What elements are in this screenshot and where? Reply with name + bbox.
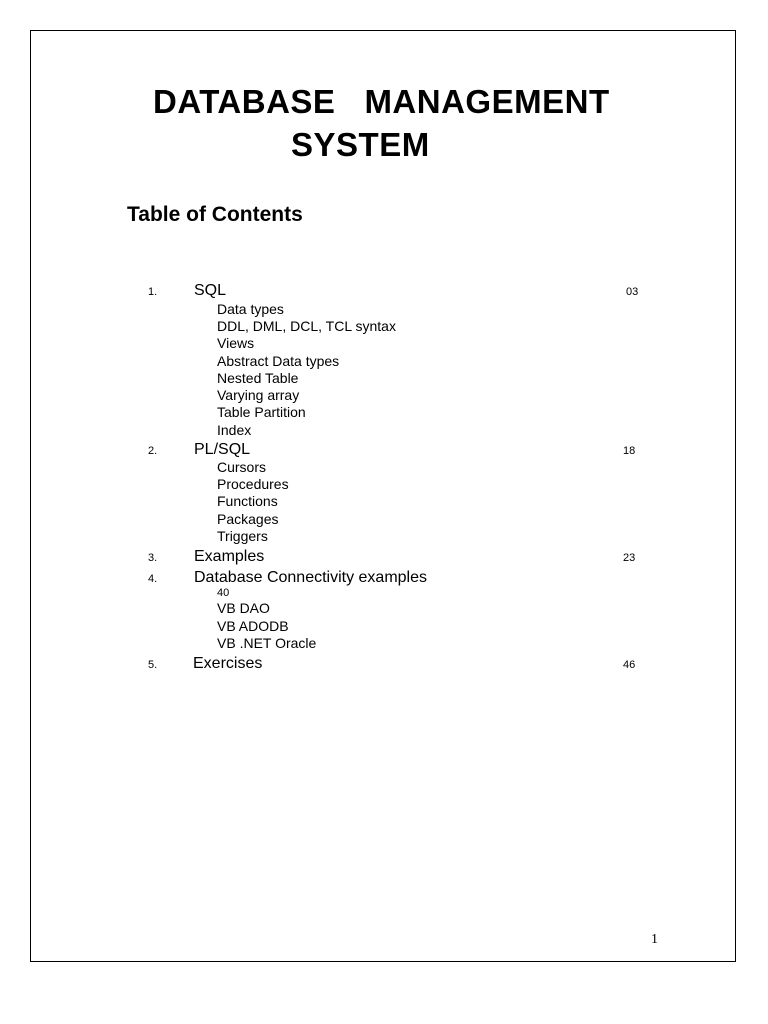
toc-entry-label: Examples (194, 548, 265, 565)
toc-subitem: Index (217, 422, 252, 438)
toc-entry-page: 40 (217, 587, 230, 599)
toc-subitem: Triggers (217, 528, 268, 544)
toc-subitem: Views (217, 335, 255, 351)
toc-entry-label: SQL (194, 282, 227, 299)
toc-entry-database-connectivity (0, 568, 768, 590)
toc-subitem: Nested Table (217, 370, 299, 386)
toc-subitem: Packages (217, 511, 279, 527)
page-number: 1 (651, 932, 658, 947)
toc-heading: Table of Contents (127, 203, 303, 226)
toc-subitem: Table Partition (217, 404, 306, 420)
toc-subitem: Abstract Data types (217, 353, 340, 369)
toc-entry-number: 1. (148, 286, 158, 298)
toc-entry-examples (0, 547, 768, 569)
page-border (30, 30, 736, 962)
toc-entry-label: PL/SQL (194, 441, 251, 458)
document-title-line-2: SYSTEM (291, 126, 430, 163)
toc-subitem: Procedures (217, 476, 289, 492)
toc-entry-page: 03 (626, 286, 639, 298)
toc-subitem: Data types (217, 301, 284, 317)
toc-subitem: VB DAO (217, 600, 270, 616)
toc-subitem: Functions (217, 493, 278, 509)
toc-subitem: DDL, DML, DCL, TCL syntax (217, 318, 396, 334)
toc-entry-label: Database Connectivity examples (194, 569, 428, 586)
toc-entry-page: 23 (623, 552, 636, 564)
toc-subitem: VB ADODB (217, 618, 289, 634)
toc-subitem: VB .NET Oracle (217, 635, 317, 651)
toc-entry-plsql (0, 440, 768, 462)
toc-entry-label: Exercises (193, 655, 263, 672)
toc-entry-number: 3. (148, 552, 158, 564)
toc-entry-sql (0, 281, 768, 303)
toc-subitem: Cursors (217, 459, 267, 475)
toc-entry-page: 18 (623, 445, 636, 457)
toc-entry-number: 4. (148, 573, 158, 585)
toc-entry-number: 2. (148, 445, 158, 457)
toc-entry-number: 5. (148, 659, 158, 671)
document-title-line-1: DATABASE MANAGEMENT (153, 83, 610, 120)
toc-entry-exercises (0, 654, 768, 676)
toc-entry-page: 46 (623, 659, 636, 671)
toc-subitem: Varying array (217, 387, 300, 403)
